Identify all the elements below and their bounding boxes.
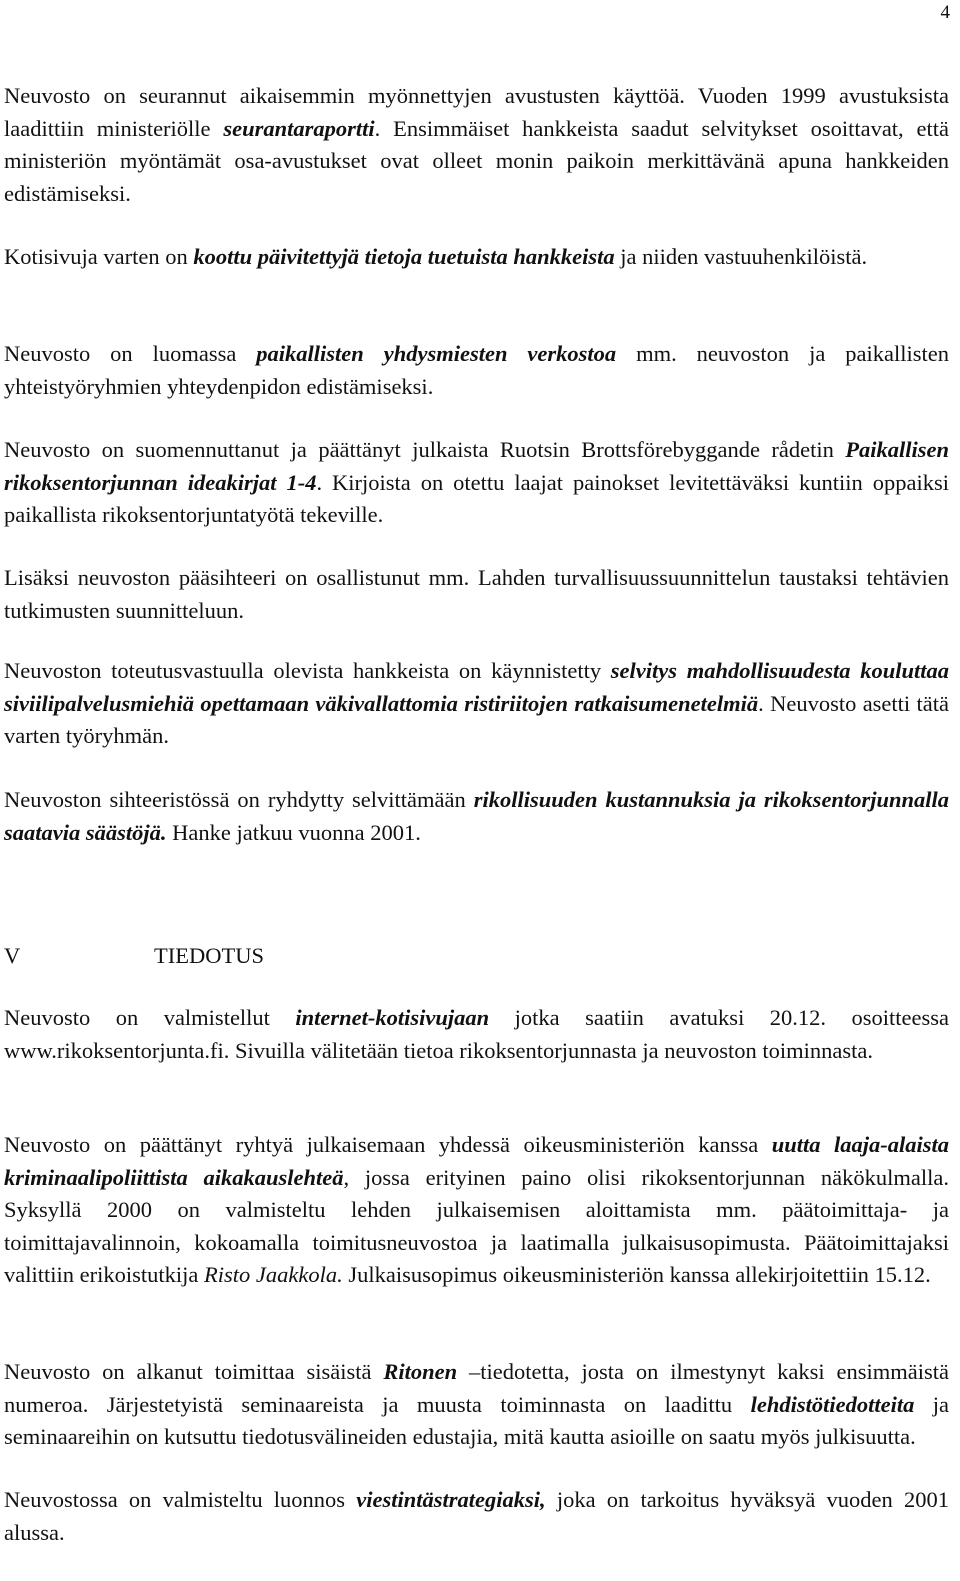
paragraph-communication-strategy — [4, 1484, 949, 1549]
emphasis-wrapper — [223, 116, 374, 141]
emphasis-wrapper — [295, 1005, 489, 1030]
paragraph-text: Julkaisusopimus oikeusministeriön kanssa allekirjoitettiin 15.12. — [342, 1262, 931, 1288]
emphasis-text: Ritonen — [383, 1359, 458, 1384]
paragraph-text: Neuvostossa on valmisteltu luonnos — [4, 1487, 357, 1512]
emphasis-wrapper — [256, 341, 616, 366]
emphasis-text: internet-kotisivujaan — [295, 1005, 490, 1030]
paragraph-text: Neuvosto on alkanut toimittaa sisäistä — [4, 1359, 384, 1384]
section-title: TIEDOTUS — [154, 943, 264, 968]
paragraph-text: Kotisivuja varten on — [4, 244, 194, 269]
paragraph-lahti-planning — [4, 562, 949, 627]
emphasis-wrapper — [193, 244, 614, 269]
paragraph-text: Neuvoston toteutusvastuulla olevista hankkeista on käynnistetty — [4, 658, 611, 683]
emphasis-wrapper — [751, 1392, 915, 1417]
paragraph-text: . Ensimmäiset hankkeista saadut selvitykset osoittavat, että ministeriön myöntämät osa-avustukset ovat olleet monin paikoin merkittävänä apuna hankkeiden edistämiseksi. — [4, 115, 949, 206]
emphasis-text: lehdistötiedotteita — [750, 1391, 915, 1417]
emphasis-text: paikallisten yhdysmiesten verkostoa — [256, 341, 617, 366]
paragraph-idea-books — [4, 434, 949, 532]
paragraph-text: . Kirjoista on otettu laajat painokset levitettäväksi kuntiin oppaiksi paikallista rikoksentorjuntatyötä tekeville. — [4, 469, 949, 528]
paragraph-local-network — [4, 338, 949, 403]
paragraph-ritonen-bulletin — [4, 1356, 949, 1454]
paragraph-text: Hanke jatkuu vuonna 2001. — [166, 819, 421, 845]
section-number: V — [4, 943, 21, 968]
paragraph-text: , jossa erityinen paino olisi rikoksentorjunnan näkökulmalla. Syksyllä 2000 on valmisteltu lehden julkaisemisen aloittamista mm. päätoimittaja- ja toimittajavalinnoin, kokoamalla toimitusneuvostoa ja laatimalla julkaisusopimusta. Päätoimittajaksi valittiin erikoistutkija — [4, 1164, 949, 1288]
paragraph-journal — [4, 1129, 949, 1292]
paragraph-text: Neuvosto on valmistellut — [4, 1005, 296, 1030]
paragraph-text: –tiedotetta, josta on ilmestynyt kaksi ensimmäistä numeroa. Järjestetyistä seminaareista ja muusta toiminnasta on laadittu — [4, 1359, 949, 1417]
paragraph-monitoring — [4, 80, 949, 210]
emphasis-text: rikollisuuden kustannuksia ja rikoksentorjunnalla saatavia säästöjä. — [4, 787, 949, 845]
emphasis-text: koottu päivitettyjä tietoja tuetuista hankkeista — [193, 244, 615, 269]
paragraph-text: Lisäksi neuvoston pääsihteeri on osallistunut mm. Lahden turvallisuussuunnittelun taustaksi tehtävien tutkimusten suunnitteluun. — [4, 565, 949, 623]
paragraph-text: ja seminaareihin on kutsuttu tiedotusvälineiden edustajia, mitä kautta asioille on saatu myös julkisuutta. — [4, 1391, 949, 1450]
paragraph-text: Neuvosto on luomassa — [4, 341, 257, 366]
paragraph-text: Neuvoston sihteeristössä on ryhdytty selvittämään — [4, 787, 474, 812]
paragraph-text: jotka saatiin avatuksi 20.12. osoitteessa www.rikoksentorjunta.fi. Sivuilla välitetään tietoa rikoksentorjunnasta ja neuvoston toiminnasta. — [4, 1005, 949, 1063]
paragraph-homepage-info — [4, 241, 949, 274]
paragraph-text: mm. neuvoston ja paikallisten yhteistyöryhmien yhteydenpidon edistämiseksi. — [4, 341, 949, 399]
paragraph-text: . Neuvosto asetti tätä varten työryhmän. — [4, 690, 949, 749]
paragraph-text: Neuvosto on päättänyt ryhtyä julkaisemaan yhdessä oikeusministeriön kanssa — [4, 1132, 772, 1157]
emphasis-text: selvitys mahdollisuudesta kouluttaa siviilipalvelusmiehiä opettamaan väkivallattomia ristiriitojen ratkaisumenetelmiä — [4, 658, 949, 716]
emphasis-wrapper — [383, 1359, 457, 1384]
paragraph-crime-costs — [4, 784, 949, 849]
emphasis-text: seurantaraportti — [223, 115, 375, 141]
emphasis-wrapper — [356, 1487, 545, 1512]
italic-text: Risto Jaakkola. — [203, 1262, 343, 1288]
emphasis-text: uutta laaja-alaista kriminaalipoliittista aikakauslehteä — [4, 1132, 949, 1190]
page-number: 4 — [940, 2, 950, 23]
emphasis-text: viestintästrategiaksi, — [356, 1487, 546, 1512]
paragraph-text: joka on tarkoitus hyväksyä vuoden 2001 alussa. — [4, 1487, 949, 1545]
emphasis-text: Paikallisen rikoksentorjunnan ideakirjat 1-4 — [4, 437, 949, 495]
paragraph-text: Neuvosto on suomennuttanut ja päättänyt julkaista Ruotsin Brottsförebyggande rådetin — [4, 437, 846, 462]
paragraph-text: ja niiden vastuuhenkilöistä. — [614, 244, 868, 269]
paragraph-civil-service-training — [4, 655, 949, 753]
paragraph-internet-homepage — [4, 1002, 949, 1067]
paragraph-text: Neuvosto on seurannut aikaisemmin myönnettyjen avustusten käyttöä. Vuoden 1999 avustuksista laadittiin ministeriölle — [4, 83, 949, 141]
